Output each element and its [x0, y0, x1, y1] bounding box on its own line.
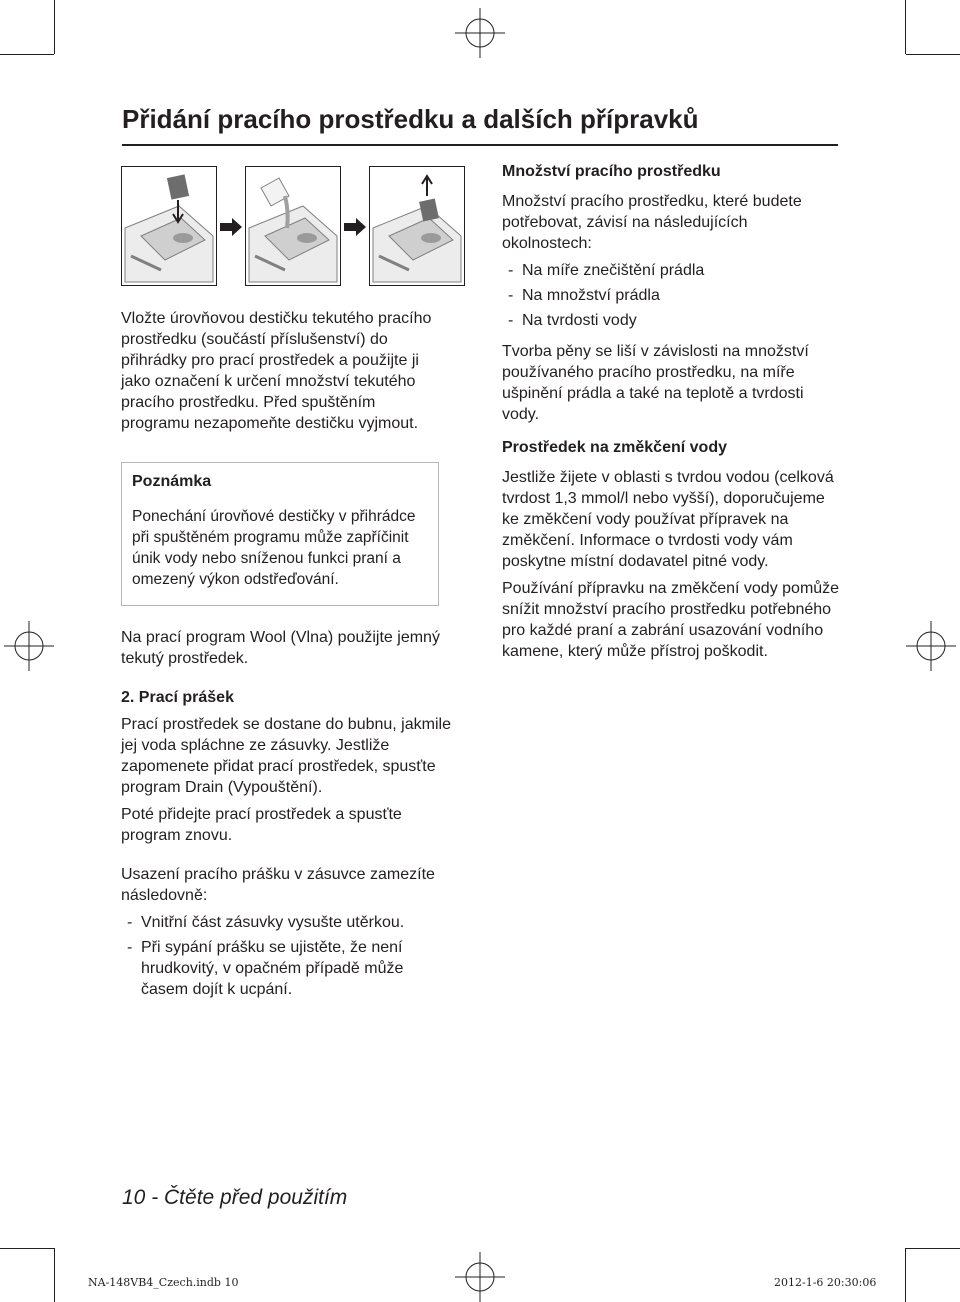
softener-heading: Prostředek na změkčení vody — [502, 439, 727, 456]
left-column — [121, 308, 461, 440]
drawer-remove-plate-illustration — [369, 166, 465, 286]
page-footer-title: 10 - Čtěte před použitím — [122, 1186, 348, 1209]
left-column-lower — [121, 627, 453, 1010]
note-text: Ponechání úrovňové destičky v přihrádce při spuštěném programu může zapříčinit únik vody nebo sníženou funkci praní a omezený výkon odstřeďování. — [132, 508, 416, 588]
deposit-intro: Usazení pracího prášku v zásuvce zamezíte následovně: — [121, 866, 435, 904]
drawer-insert-plate-illustration — [121, 166, 217, 286]
page-title: Přidání pracího prostředku a dalších přípravků — [122, 104, 699, 134]
foam-paragraph: Tvorba pěny se liší v závislosti na množství používaného pracího prostředku, na míře ušpinění prádla a také na teplotě a tvrdosti vody. — [502, 343, 809, 423]
title-rule — [122, 144, 838, 146]
list-item: - Při sypání prášku se ujistěte, že není hrudkovitý, v opačném případě může časem dojít k ucpání. — [121, 937, 453, 1000]
list-item: - Na míře znečištění prádla — [502, 260, 840, 281]
powder-paragraph-2: Poté přidejte prací prostředek a spusťte program znovu. — [121, 806, 402, 844]
arrow-right-icon — [344, 218, 366, 236]
amount-intro: Množství pracího prostředku, které budete potřebovat, závisí na následujících okolnostech: — [502, 193, 802, 252]
intro-paragraph: Vložte úrovňovou destičku tekutého pracího prostředku (součástí příslušenství) do přihrádky pro prací prostředek a použijte ji jako označení k určení množství tekutého pracího prostředku. Před spuštěním programu nezapomeňte destičku vyjmout. — [121, 310, 432, 432]
list-item: - Na tvrdosti vody — [502, 310, 840, 331]
wool-paragraph: Na prací program Wool (Vlna) použijte jemný tekutý prostředek. — [121, 629, 440, 667]
print-slug-file: NA-148VB4_Czech.indb 10 — [88, 1276, 239, 1289]
list-item: - Vnitřní část zásuvky vysušte utěrkou. — [121, 912, 453, 933]
note-box — [121, 462, 439, 606]
note-title: Poznámka — [132, 473, 212, 490]
softener-paragraph-1: Jestliže žijete v oblasti s tvrdou vodou (celková tvrdost 1,3 mmol/l nebo vyšší), doporučujeme ke změkčení vody používat přípravek na změkčení. Informace o tvrdosti vody vám poskytne místní dodavatel pitné vody. — [502, 469, 834, 570]
powder-heading: 2. Prací prášek — [121, 689, 234, 706]
print-slug-date: 2012-1-6 20:30:06 — [774, 1276, 877, 1289]
amount-heading: Množství pracího prostředku — [502, 163, 721, 180]
registration-mark-bottom-icon — [455, 1252, 505, 1302]
registration-mark-right-icon — [906, 621, 956, 671]
arrow-right-icon — [220, 218, 242, 236]
drawer-pour-liquid-illustration — [245, 166, 341, 286]
softener-paragraph-2: Používání přípravku na změkčení vody pomůže snížit množství pracího prostředku potřebného pro každé praní a zabrání usazování vodního kamene, který může přístroj poškodit. — [502, 580, 840, 660]
registration-mark-top-icon — [455, 8, 505, 58]
amount-list — [502, 260, 840, 331]
registration-mark-left-icon — [4, 621, 54, 671]
deposit-list — [121, 912, 453, 1000]
powder-paragraph-1: Prací prostředek se dostane do bubnu, jakmile jej voda spláchne ze zásuvky. Jestliže zapomenete přidat prací prostředek, spusťte program Drain (Vypouštění). — [121, 716, 451, 796]
list-item: - Na množství prádla — [502, 285, 840, 306]
right-column — [502, 161, 840, 668]
